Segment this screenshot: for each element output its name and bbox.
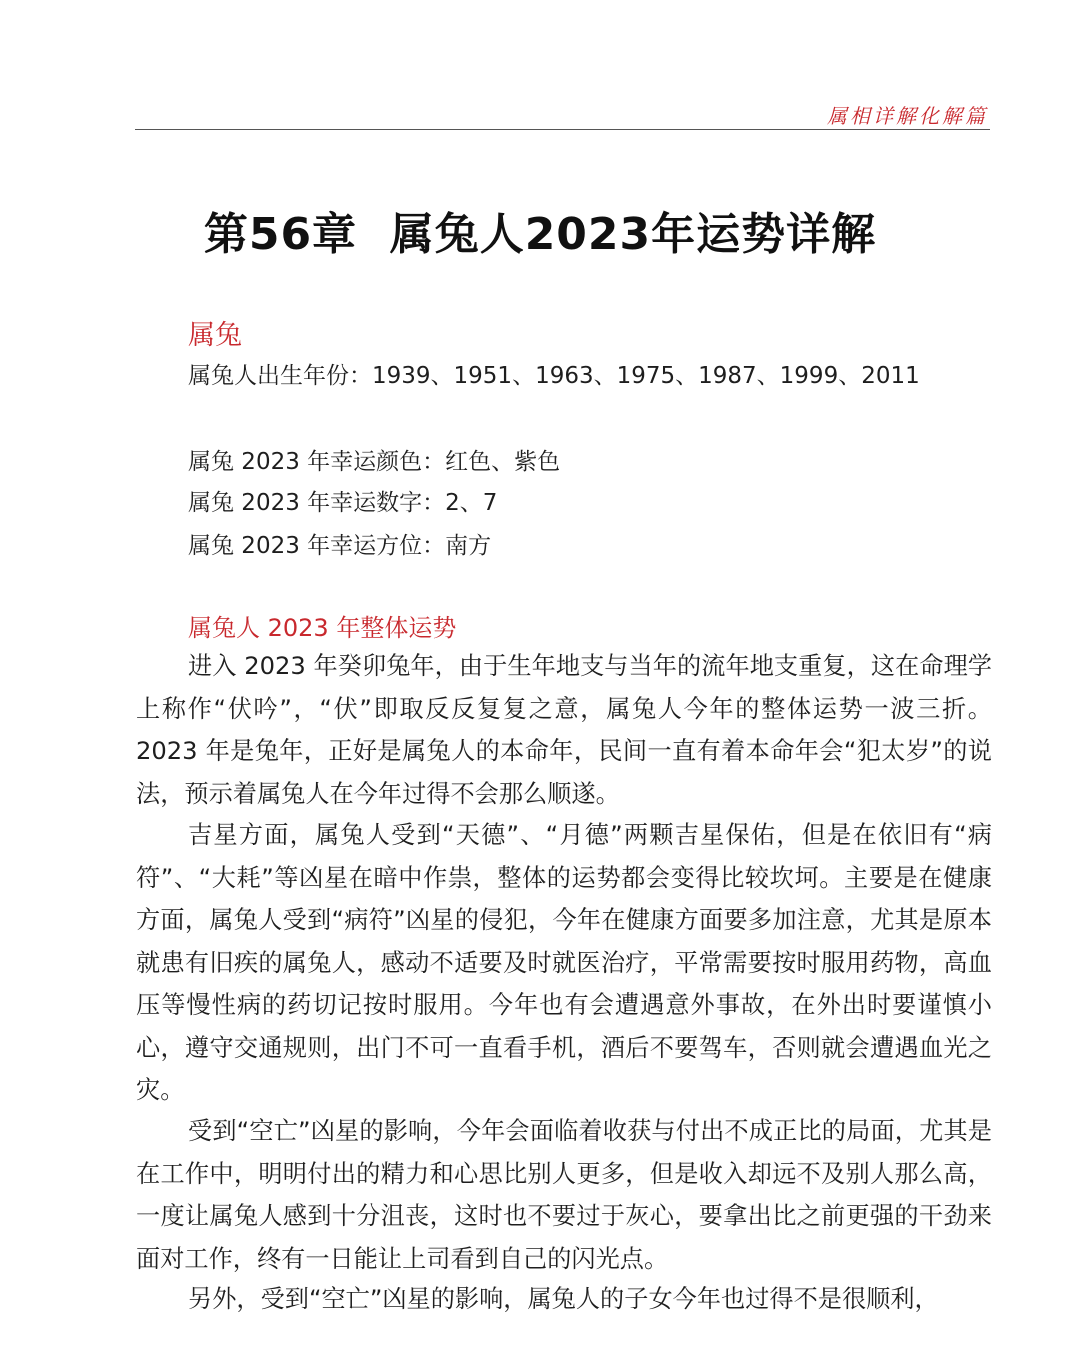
birth-years-line: 属兔人出生年份：1939、1951、1963、1975、1987、1999、2011: [188, 363, 920, 389]
paragraph-4: 另外，受到“空亡”凶星的影响，属兔人的子女今年也过得不是很顺利，: [188, 1285, 939, 1313]
chapter-title: 第56章 属兔人2023年运势详解: [203, 209, 877, 260]
paragraph-3: 受到“空亡”凶星的影响，今年会面临着收获与付出不成正比的局面，尤其是在工作中，明明付出的精力和心思比别人更多，但是收入却远不及别人那么高，一度让属兔人感到十分沮丧，这时也不要过于灰心，要拿出比之前更强的干劲来面对工作，终有一日能让上司看到自己的闪光点。: [136, 1117, 992, 1273]
running-header: 属相详解化解篇: [827, 104, 988, 128]
header-rule: [135, 129, 990, 130]
lucky-direction-line: 属兔 2023 年幸运方位：南方: [188, 533, 492, 559]
paragraph-2: 吉星方面，属兔人受到“天德”、“月德”两颗吉星保佑，但是在依旧有“病符”、“大耗”等凶星在暗中作祟，整体的运势都会变得比较坎坷。主要是在健康方面，属兔人受到“病符”凶星的侵犯，今年在健康方面要多加注意，尤其是原本就患有旧疾的属兔人，感动不适要及时就医治疗，平常需要按时服用药物，高血压等慢性病的药切记按时服用。今年也有会遭遇意外事故，在外出时要谨慎小心，遵守交通规则，出门不可一直看手机，酒后不要驾车，否则就会遭遇血光之灾。: [136, 821, 992, 1104]
section-heading-zodiac: 属兔: [188, 320, 242, 351]
lucky-number-line: 属兔 2023 年幸运数字：2、7: [188, 490, 498, 516]
lucky-color-line: 属兔 2023 年幸运颜色：红色、紫色: [188, 449, 561, 475]
paragraph-1: 进入 2023 年癸卯兔年，由于生年地支与当年的流年地支重复，这在命理学上称作“伏吟”，“伏”即取反反复复之意，属兔人今年的整体运势一波三折。2023 年是兔年，正好是属兔人的本命年，民间一直有着本命年会“犯太岁”的说法，预示着属兔人在今年过得不会那么顺遂。: [136, 652, 992, 808]
section-heading-overall-fortune: 属兔人 2023 年整体运势: [188, 614, 457, 642]
